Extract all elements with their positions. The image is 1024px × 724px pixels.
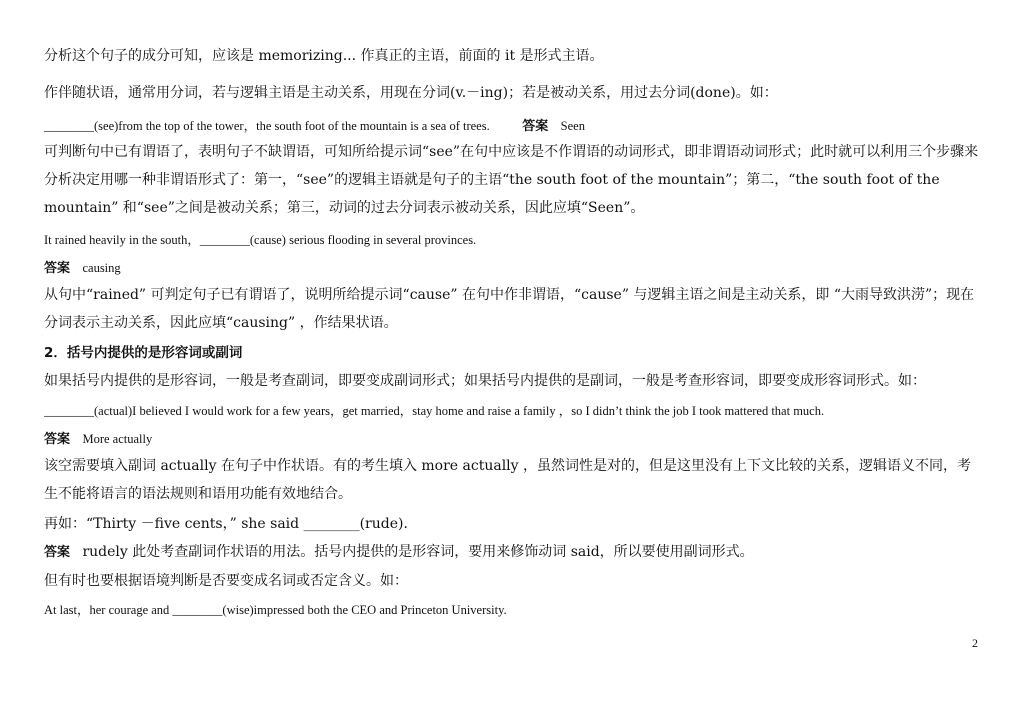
text-line-adjective-rule: 如果括号内提供的是形容词，一般是考查副词，即要变成副词形式；如果括号内提供的是副词，一般是考查形容词，即要变成形容词形式。如：	[44, 373, 926, 389]
example-sentence-cause: It rained heavily in the south，________(cause) serious flooding in several provinces.	[44, 233, 477, 247]
answer-label: 答案	[44, 545, 71, 560]
answer-line-actual	[44, 429, 984, 450]
answer-line-cause	[44, 258, 984, 279]
text-line-participle-rule: 作伴随状语，通常用分词，若与逻辑主语是主动关系，用现在分词(v.－ing)；若是被动关系，用过去分词(done)。如：	[44, 85, 778, 101]
answer-value: Seen	[560, 119, 585, 133]
explanation-paragraph-see: 可判断句中已有谓语了，表明句子不缺谓语，可知所给提示词“see”在句中应该是不作谓语的动词形式，即非谓语动词形式；此时就可以利用三个步骤来分析决定用哪一种非谓语形式了：第一，“see”的逻辑主语就是句子的主语“the south foot of the mountain”；第二，“the south foot of the mountain” 和“see”之间是被动关系；第三，动词的过去分词表示被动关系，因此应填“Seen”。	[44, 144, 979, 216]
answer-explanation: rudely 此处考查副词作状语的用法。括号内提供的是形容词，要用来修饰动词 said，所以要使用副词形式。	[82, 544, 754, 560]
page-number: 2	[972, 636, 978, 650]
explanation-paragraph-cause: 从句中“rained” 可判定句子已有谓语了，说明所给提示词“cause” 在句中作非谓语，“cause” 与逻辑主语之间是主动关系，即 “大雨导致洪涝”；现在分词表示主动关系，因此应填“causing” ，作结果状语。	[44, 287, 975, 331]
text-line-context-rule: 但有时也要根据语境判断是否要变成名词或否定含义。如：	[44, 573, 408, 589]
answer-value: causing	[82, 261, 121, 275]
answer-label: 答案	[522, 119, 549, 134]
example-sentence-actual: ________(actual)I believed I would work for a few years，get married，stay home and raise a family ，so I didn’t think the job I took mattered that much.	[44, 404, 825, 418]
example-sentence-rude: 再如：“Thirty －five cents，” she said ________(rude)．	[44, 516, 418, 532]
answer-line-rude	[44, 542, 984, 563]
section-heading-adjective-adverb: 2．括号内提供的是形容词或副词	[44, 345, 243, 361]
answer-value: More actually	[82, 432, 153, 446]
text-line-memorizing: 分析这个句子的成分可知，应该是 memorizing... 作真正的主语，前面的 it 是形式主语。	[44, 48, 604, 64]
answer-label: 答案	[44, 432, 71, 447]
example-sentence-wise: At last，her courage and ________(wise)impressed both the CEO and Princeton University.	[44, 603, 507, 617]
example-sentence-see	[44, 116, 984, 137]
explanation-paragraph-actual: 该空需要填入副词 actually 在句子中作状语。有的考生填入 more actually ，虽然词性是对的，但是这里没有上下文比较的关系，逻辑语义不同，考生不能将语言的语法规则和语用功能有效地结合。	[44, 458, 972, 502]
answer-label: 答案	[44, 261, 71, 276]
example-question-see: ________(see)from the top of the tower，the south foot of the mountain is a sea of trees.	[44, 119, 490, 133]
